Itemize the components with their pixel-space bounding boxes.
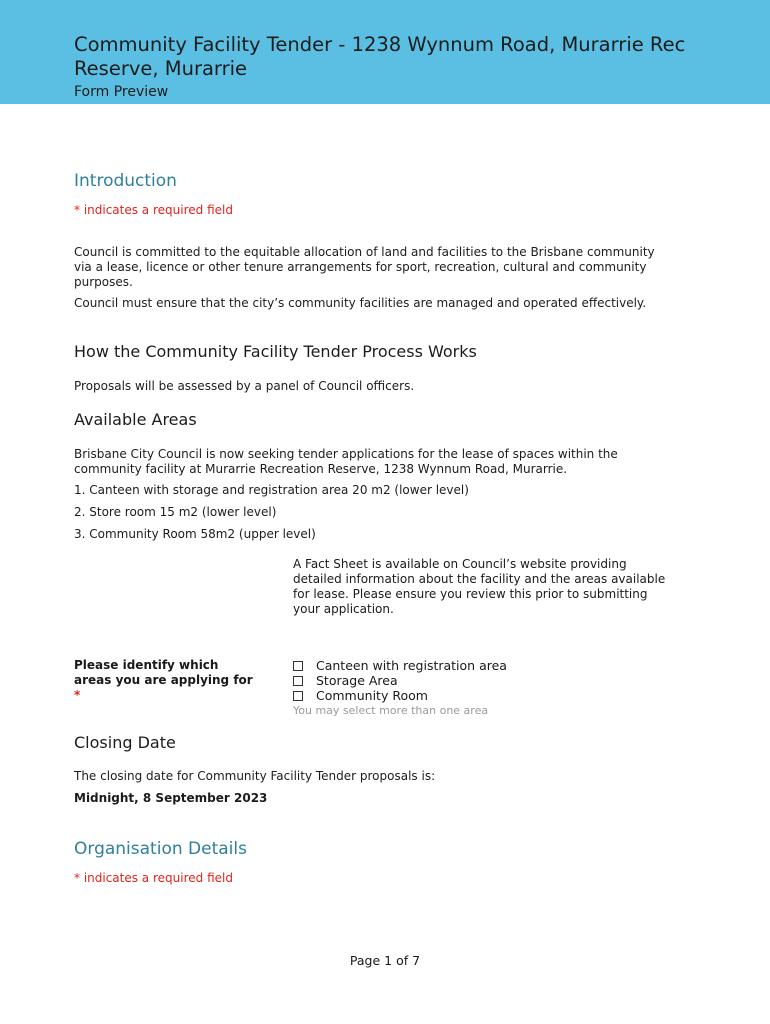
option-canteen[interactable] (293, 658, 673, 673)
option-storage-area-label: Storage Area (316, 673, 398, 688)
fact-sheet-note: A Fact Sheet is available on Council’s website providing detailed information about the facility and the areas available for lease. Please ensure you review this prior to submitting your application. (293, 557, 666, 616)
introduction-heading: Introduction (74, 171, 177, 191)
option-canteen-label: Canteen with registration area (316, 658, 507, 673)
areas-checkbox-group (293, 658, 673, 717)
intro-paragraph-2: Council must ensure that the city’s community facilities are managed and operated effectively. (74, 296, 647, 310)
required-field-note: * indicates a required field (74, 203, 233, 217)
area-item-store-room: 2. Store room 15 m2 (lower level) (74, 505, 277, 519)
page-number: Page 1 of 7 (349, 953, 421, 968)
page-header (0, 0, 770, 104)
organisation-details-heading: Organisation Details (74, 839, 247, 859)
option-community-room-label: Community Room (316, 688, 428, 703)
required-marker: * (74, 688, 81, 702)
option-community-room[interactable] (293, 688, 673, 703)
organisation-required-note: * indicates a required field (74, 871, 233, 885)
available-areas-text: Brisbane City Council is now seeking tender applications for the lease of spaces within the community facility at Murarrie Recreation Reserve, 1238 Wynnum Road, Murarrie. (74, 447, 618, 476)
areas-question-text: Please identify which areas you are applying for (74, 658, 253, 687)
process-heading: How the Community Facility Tender Process Works (74, 342, 477, 361)
checkbox-storage-area[interactable] (293, 676, 303, 686)
areas-hint: You may select more than one area (293, 704, 489, 717)
closing-date-text: The closing date for Community Facility Tender proposals is: (74, 769, 436, 783)
intro-paragraph-1: Council is committed to the equitable allocation of land and facilities to the Brisbane community via a lease, licence or other tenure arrangements for sport, recreation, cultural and community purposes. (74, 245, 655, 289)
form-title: Community Facility Tender - 1238 Wynnum Road, Murarrie Rec Reserve, Murarrie (74, 33, 686, 80)
available-areas-heading: Available Areas (74, 410, 197, 429)
area-item-canteen: 1. Canteen with storage and registration area 20 m2 (lower level) (74, 483, 469, 497)
form-subtitle: Form Preview (74, 84, 169, 100)
checkbox-canteen[interactable] (293, 661, 303, 671)
checkbox-community-room[interactable] (293, 691, 303, 701)
option-storage-area[interactable] (293, 673, 673, 688)
closing-date-value: Midnight, 8 September 2023 (74, 791, 268, 805)
closing-date-heading: Closing Date (74, 733, 176, 752)
areas-question-label (74, 658, 254, 703)
area-item-community-room: 3. Community Room 58m2 (upper level) (74, 527, 316, 541)
process-text: Proposals will be assessed by a panel of Council officers. (74, 379, 415, 393)
